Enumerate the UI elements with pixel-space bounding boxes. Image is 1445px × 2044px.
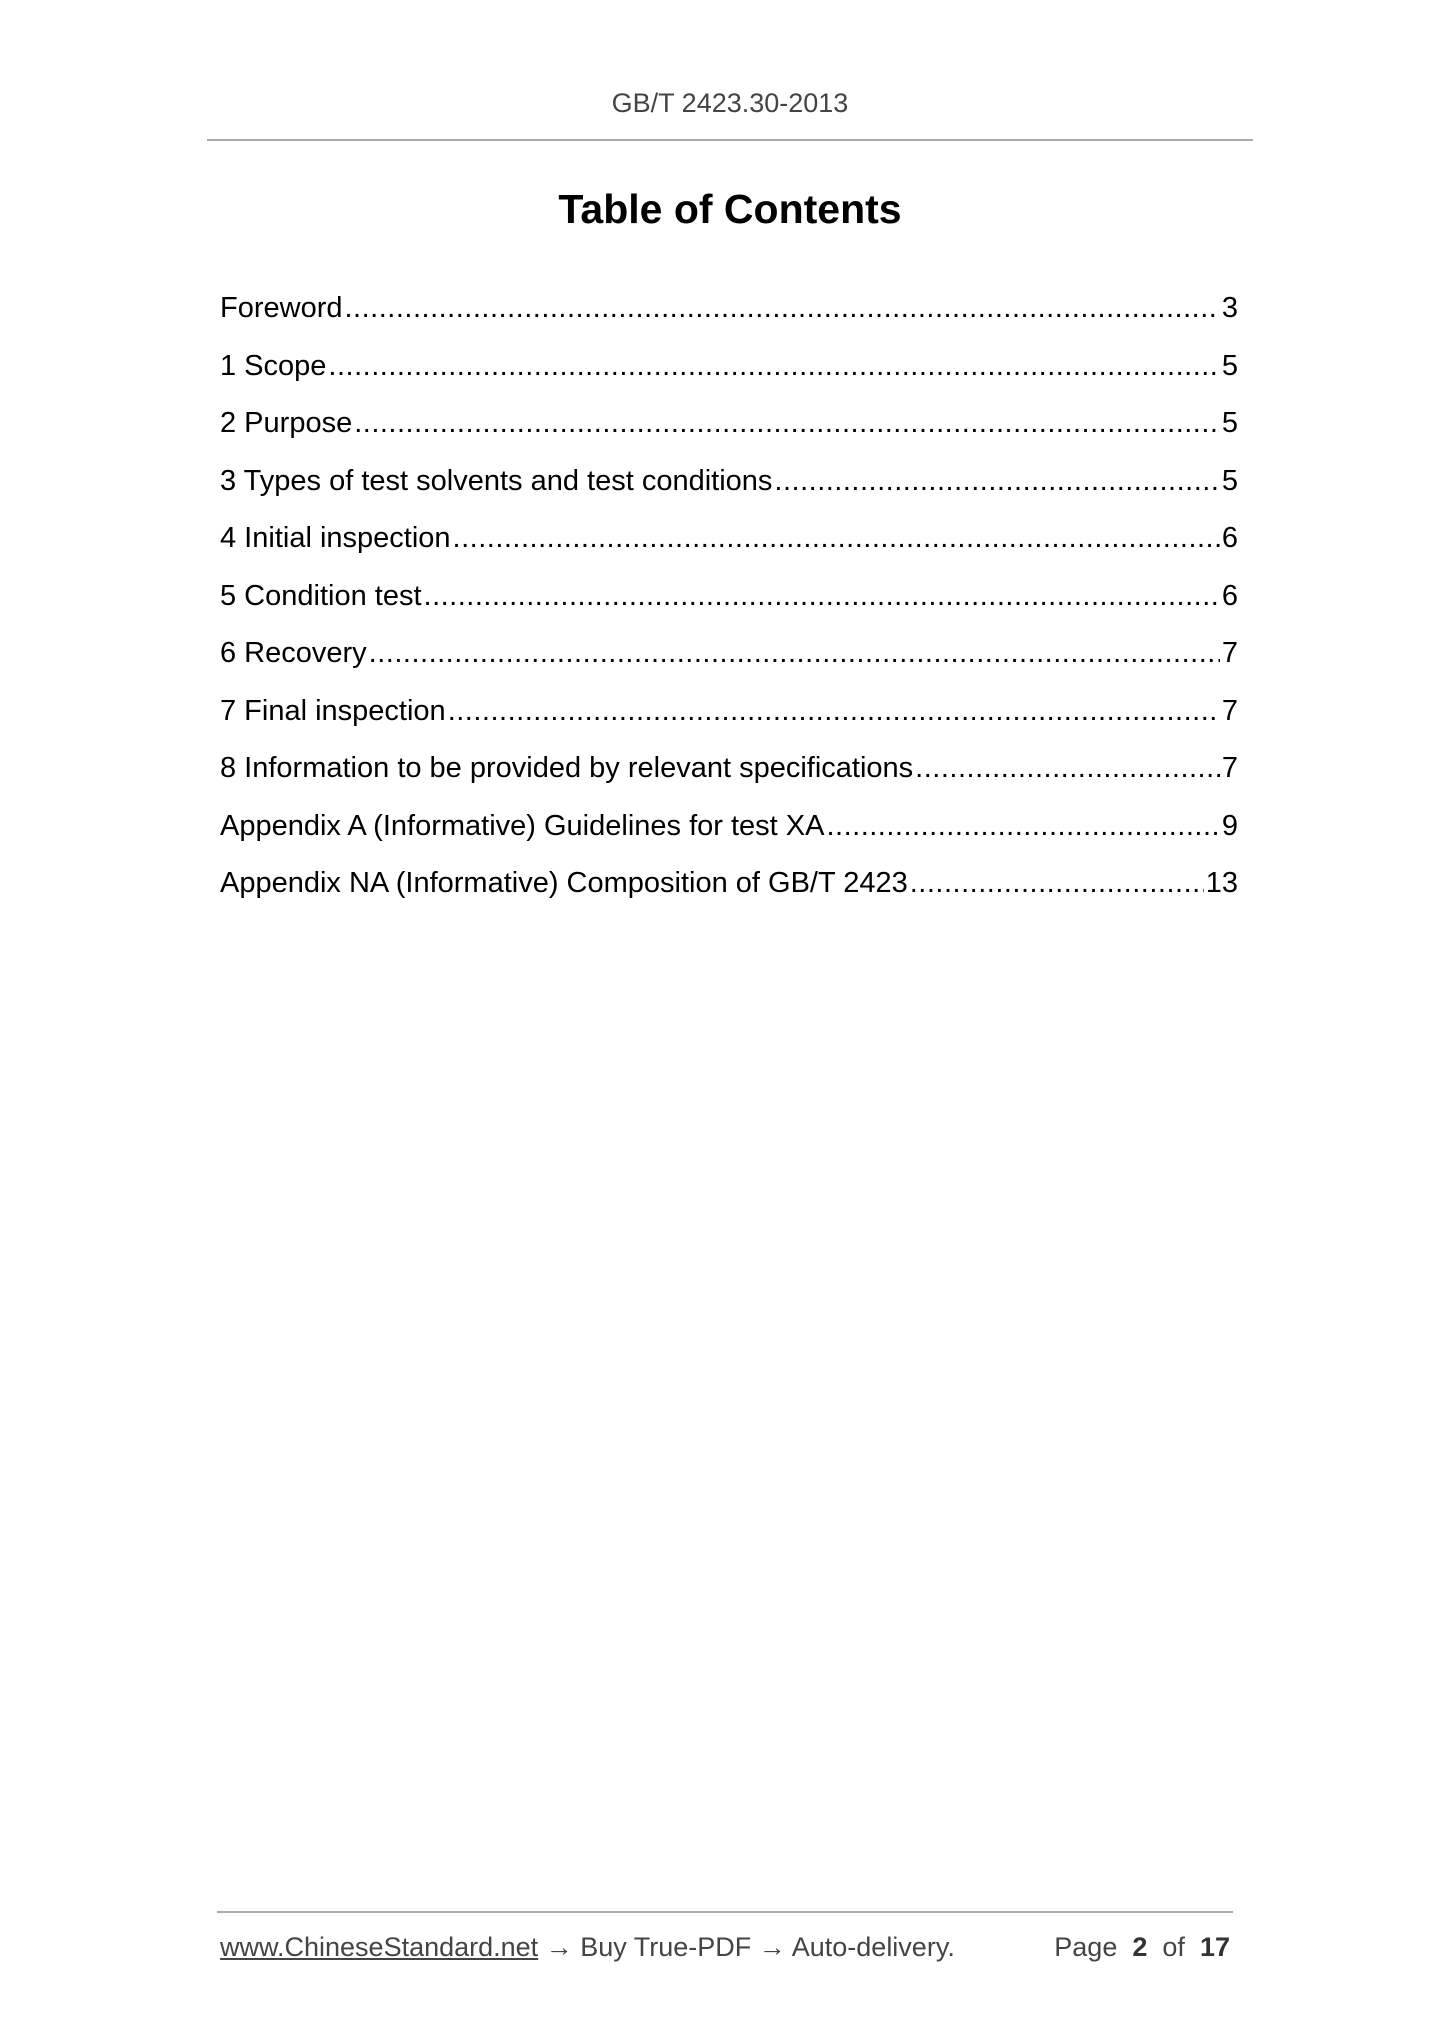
footer-tagline: → Buy True-PDF → Auto-delivery. <box>538 1932 955 1962</box>
toc-entry-page: 7 <box>1221 752 1238 784</box>
toc-entry-label: 7 Final inspection <box>220 694 446 727</box>
table-of-contents <box>220 292 1238 925</box>
footer-promo <box>220 1932 955 1963</box>
toc-entry-foreword[interactable] <box>220 292 1238 350</box>
toc-entry-condition-test[interactable] <box>220 580 1238 638</box>
toc-entry-label: 1 Scope <box>220 349 327 382</box>
website-link[interactable]: www.ChineseStandard.net <box>220 1932 539 1962</box>
toc-entry-label: Foreword <box>220 292 343 324</box>
page-word: Page <box>1054 1932 1118 1962</box>
toc-entry-page: 6 <box>1221 522 1238 554</box>
toc-entry-page: 7 <box>1221 694 1238 727</box>
toc-entry-page: 5 <box>1221 349 1238 382</box>
toc-entry-initial-inspection[interactable] <box>220 522 1238 580</box>
toc-entry-appendix-na[interactable] <box>220 867 1238 925</box>
toc-entry-label: Appendix A (Informative) Guidelines for test XA <box>220 809 825 842</box>
toc-entry-page: 5 <box>1221 464 1238 497</box>
current-page: 2 <box>1132 1932 1148 1962</box>
toc-entry-label: Appendix NA (Informative) Composition of GB/T 2423 <box>220 867 908 899</box>
dot-leader <box>345 292 1220 325</box>
dot-leader <box>448 695 1220 728</box>
toc-entry-page: 7 <box>1221 637 1238 669</box>
toc-entry-test-solvents[interactable] <box>220 465 1238 523</box>
toc-entry-label: 6 Recovery <box>220 637 367 669</box>
dot-leader <box>774 465 1219 498</box>
toc-entry-page: 3 <box>1221 292 1238 324</box>
running-header: GB/T 2423.30-2013 <box>611 88 849 118</box>
toc-entry-label: 5 Condition test <box>220 579 422 612</box>
page-footer <box>220 1932 1230 1963</box>
toc-entry-information[interactable] <box>220 752 1238 810</box>
toc-entry-scope[interactable] <box>220 350 1238 408</box>
toc-entry-recovery[interactable] <box>220 637 1238 695</box>
dot-leader <box>453 522 1220 555</box>
dot-leader <box>826 810 1219 843</box>
toc-entry-label: 8 Information to be provided by relevant specifications <box>220 752 914 784</box>
footer-divider <box>217 1911 1233 1913</box>
toc-entry-label: 2 Purpose <box>220 407 353 439</box>
dot-leader <box>910 867 1204 900</box>
toc-entry-page: 9 <box>1221 809 1238 842</box>
dot-leader <box>328 350 1219 383</box>
toc-entry-label: 3 Types of test solvents and test conditions <box>220 464 773 497</box>
toc-entry-appendix-a[interactable] <box>220 810 1238 868</box>
toc-entry-page: 13 <box>1205 867 1238 899</box>
dot-leader <box>354 407 1220 440</box>
dot-leader <box>915 752 1220 785</box>
toc-entry-label: 4 Initial inspection <box>220 522 451 554</box>
toc-entry-page: 5 <box>1221 407 1238 439</box>
of-word: of <box>1162 1932 1185 1962</box>
page-title: Table of Contents <box>558 186 902 232</box>
dot-leader <box>424 580 1220 613</box>
toc-entry-final-inspection[interactable] <box>220 695 1238 753</box>
page-number <box>1054 1932 1230 1963</box>
header-divider <box>207 139 1253 141</box>
toc-entry-purpose[interactable] <box>220 407 1238 465</box>
toc-entry-page: 6 <box>1221 579 1238 612</box>
dot-leader <box>369 637 1220 670</box>
total-pages: 17 <box>1199 1932 1230 1962</box>
